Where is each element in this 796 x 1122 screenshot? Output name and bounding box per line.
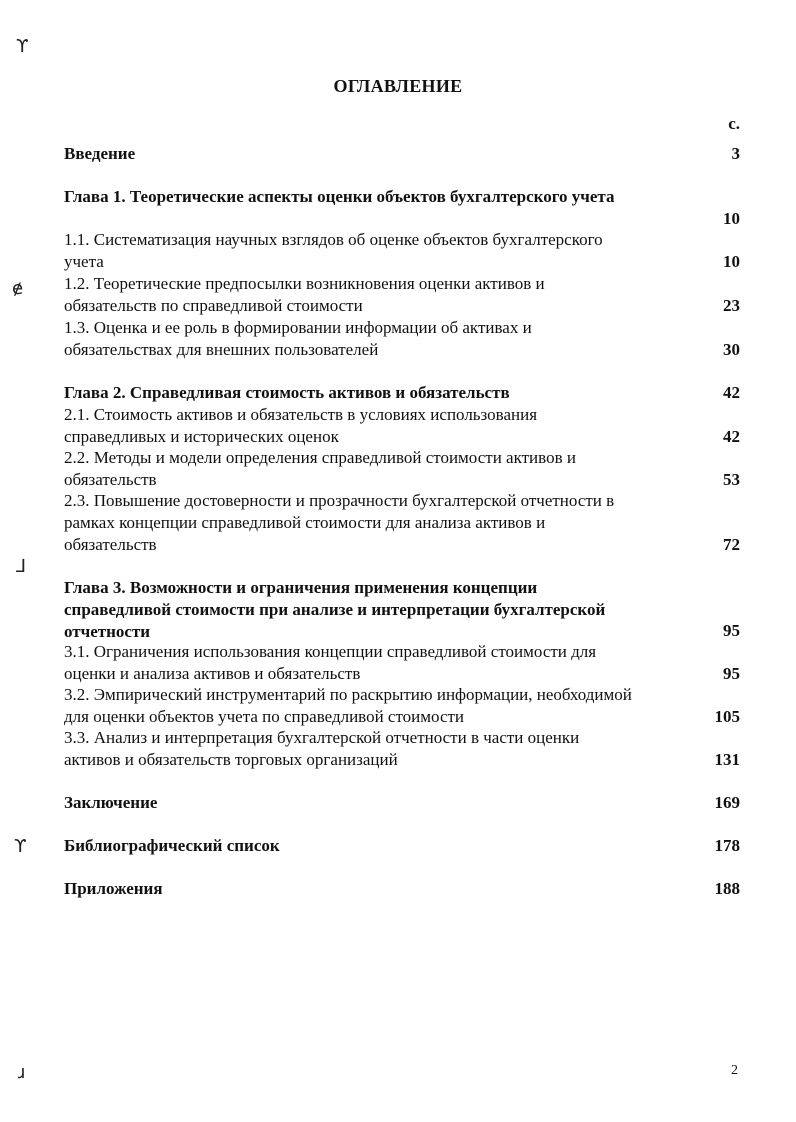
- toc-entry-page: 105: [714, 707, 740, 726]
- toc-entry-line: Введение: [64, 144, 136, 163]
- toc-entry-line: обязательств по справедливой стоимости: [64, 296, 363, 315]
- scan-mark-icon: ϒ: [16, 36, 29, 57]
- page-number: 2: [731, 1063, 738, 1078]
- toc-entry-line: справедливых и исторических оценок: [64, 427, 339, 446]
- toc-entry-line: оценки и анализа активов и обязательств: [64, 664, 361, 683]
- toc-entry-page: 3: [731, 144, 740, 163]
- toc-entry-line: учета: [64, 252, 104, 271]
- toc-entry-line: справедливой стоимости при анализе и интерпретации бухгалтерской: [64, 600, 606, 619]
- toc-entry-line: обязательствах для внешних пользователей: [64, 340, 379, 359]
- toc-entry-page: 95: [723, 621, 740, 640]
- toc-entry-page: 72: [723, 535, 740, 554]
- toc-entry-line: Заключение: [64, 793, 158, 812]
- toc-entry-page: 95: [723, 664, 740, 683]
- scan-mark-icon: ɹ: [18, 1062, 26, 1083]
- scan-mark-icon: ⅃: [16, 556, 27, 577]
- toc-entry-line: Глава 1. Теоретические аспекты оценки объектов бухгалтерского учета: [64, 187, 615, 206]
- toc-entry-line: 2.3. Повышение достоверности и прозрачности бухгалтерской отчетности в: [64, 491, 615, 510]
- scan-mark-icon: ϒ: [14, 836, 27, 857]
- toc-entry-line: Библиографический список: [64, 836, 280, 855]
- toc-entry-page: 188: [714, 879, 740, 898]
- toc-entry-line: отчетности: [64, 622, 151, 641]
- toc-entry-page: 30: [723, 340, 740, 359]
- toc-entry-line: 3.1. Ограничения использования концепции справедливой стоимости для: [64, 642, 597, 661]
- toc-entry-line: рамках концепции справедливой стоимости для анализа активов и: [64, 513, 546, 532]
- page-column-label: с.: [728, 114, 740, 133]
- toc-entry-page: 131: [714, 750, 740, 769]
- toc-entry-page: 42: [723, 383, 740, 402]
- toc-entry-page: 169: [714, 793, 740, 812]
- toc-entry-line: Приложения: [64, 879, 163, 898]
- toc-entry-line: для оценки объектов учета по справедливой стоимости: [64, 707, 465, 726]
- toc-entry-line: обязательств: [64, 535, 157, 554]
- scan-mark-icon: ɇ: [12, 278, 24, 299]
- toc-entry-line: 3.2. Эмпирический инструментарий по раскрытию информации, необходимой: [64, 685, 632, 704]
- toc-entry-line: 1.1. Систематизация научных взглядов об оценке объектов бухгалтерского: [64, 230, 603, 249]
- toc-entry-page: 10: [723, 209, 740, 228]
- toc-entry-line: 2.2. Методы и модели определения справедливой стоимости активов и: [64, 448, 576, 467]
- toc-entry-page: 23: [723, 296, 740, 315]
- page-title: ОГЛАВЛЕНИЕ: [333, 76, 463, 96]
- toc-entry-line: Глава 2. Справедливая стоимость активов и обязательств: [64, 383, 510, 402]
- toc-entry-page: 10: [723, 252, 740, 271]
- toc-entry-line: 1.3. Оценка и ее роль в формировании информации об активах и: [64, 318, 532, 337]
- toc-entry-line: активов и обязательств торговых организаций: [64, 750, 398, 769]
- toc-entry-line: Глава 3. Возможности и ограничения применения концепции: [64, 578, 538, 597]
- toc-entry-page: 178: [714, 836, 740, 855]
- toc-entry-line: 3.3. Анализ и интерпретация бухгалтерской отчетности в части оценки: [64, 728, 580, 747]
- toc-entry-page: 42: [723, 427, 740, 446]
- toc-entry-page: 53: [723, 470, 740, 489]
- toc-entry-line: обязательств: [64, 470, 157, 489]
- toc-entry-line: 2.1. Стоимость активов и обязательств в условиях использования: [64, 405, 538, 424]
- toc-entry-line: 1.2. Теоретические предпосылки возникновения оценки активов и: [64, 274, 545, 293]
